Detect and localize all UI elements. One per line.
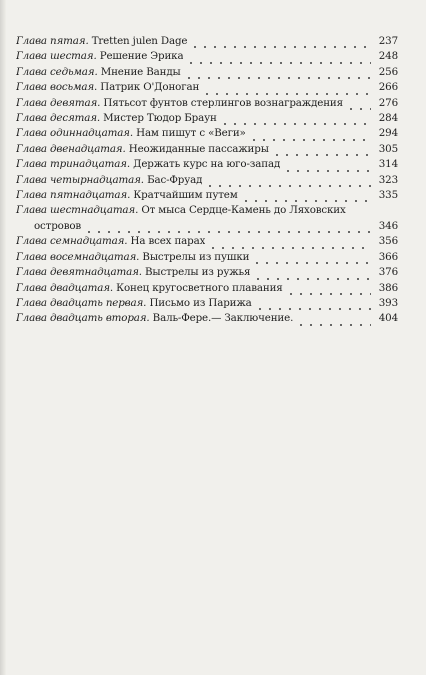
page-number: 276 <box>378 96 398 109</box>
chapter-number: Глава девятая. <box>16 96 101 109</box>
toc-entry <box>16 126 398 141</box>
dot-leader <box>220 114 371 126</box>
toc-entry <box>16 234 398 249</box>
chapter-number: Глава двадцать вторая. <box>16 312 150 325</box>
toc-entry <box>16 142 398 157</box>
page-number: 256 <box>378 65 398 78</box>
dot-leader <box>283 161 371 173</box>
toc-entry-label <box>16 96 343 111</box>
toc-entry <box>16 311 398 326</box>
toc-entry <box>16 80 398 95</box>
chapter-title: Пятьсот фунтов стерлингов вознаграждения <box>103 96 343 109</box>
chapter-title: Валь-Фере.— Заключение. <box>152 312 294 325</box>
toc-entry-label <box>16 173 202 188</box>
chapter-title: Выстрелы из пушки <box>142 250 250 263</box>
toc-entry-label <box>16 80 199 95</box>
chapter-number: Глава двадцатая. <box>16 281 114 294</box>
page-number: 266 <box>378 81 398 94</box>
page-edge <box>0 0 6 675</box>
toc-entry-label <box>16 188 238 203</box>
toc-entry <box>16 265 398 280</box>
dot-leader <box>286 284 371 296</box>
toc-entry-label <box>16 142 269 157</box>
dot-leader <box>241 191 371 203</box>
toc-entry <box>16 111 398 126</box>
page-number: 376 <box>378 266 398 279</box>
page-number: 294 <box>378 127 398 140</box>
chapter-number: Глава седьмая. <box>16 65 98 78</box>
toc-entry <box>16 96 398 111</box>
toc-entry-label <box>16 49 183 64</box>
chapter-title: На всех парах <box>130 235 206 248</box>
chapter-number: Глава семнадцатая. <box>16 235 128 248</box>
chapter-title: От мыса Сердце-Камень до Ляховских <box>141 204 346 217</box>
toc-entry <box>16 281 398 296</box>
dot-leader <box>202 84 371 96</box>
dot-leader <box>184 68 371 80</box>
chapter-title: Письмо из Парижа <box>149 296 252 309</box>
chapter-title: Нам пишут с «Веги» <box>136 127 246 140</box>
toc-entry-label <box>16 111 217 126</box>
toc-entry-label <box>16 65 181 80</box>
page-number: 386 <box>378 281 398 294</box>
toc-entry-label <box>16 250 249 265</box>
toc-entry <box>16 188 398 203</box>
page-number: 356 <box>378 235 398 248</box>
chapter-number: Глава четырнадцатая. <box>16 173 144 186</box>
toc-entry <box>16 296 398 311</box>
dot-leader <box>186 53 371 65</box>
chapter-title: Конец кругосветного плавания <box>116 281 283 294</box>
toc-entry-label <box>16 296 252 311</box>
dot-leader <box>253 269 371 281</box>
page-number: 305 <box>378 142 398 155</box>
chapter-number: Глава шестнадцатая. <box>16 204 139 217</box>
dot-leader <box>84 222 371 234</box>
chapter-number: Глава двенадцатая. <box>16 142 126 155</box>
toc-entry-label <box>16 234 205 249</box>
chapter-title-continuation: островов <box>34 219 82 232</box>
toc-entry <box>16 173 398 188</box>
page-number: 248 <box>378 50 398 63</box>
chapter-number: Глава шестая. <box>16 50 97 63</box>
chapter-title: Неожиданные пассажиры <box>128 142 269 155</box>
dot-leader <box>252 253 371 265</box>
chapter-number: Глава тринадцатая. <box>16 158 130 171</box>
toc-entry-multiline <box>16 203 398 234</box>
chapter-title: Решение Эрика <box>99 50 184 63</box>
chapter-title: Держать курс на юго-запад <box>133 158 281 171</box>
chapter-number: Глава двадцать первая. <box>16 296 147 309</box>
chapter-title: Tretten julen Dage <box>91 35 188 47</box>
chapter-number: Глава девятнадцатая. <box>16 266 142 279</box>
dot-leader <box>208 238 371 250</box>
dot-leader <box>190 37 371 49</box>
chapter-number: Глава восьмая. <box>16 81 98 94</box>
dot-leader <box>249 130 371 142</box>
chapter-title: Бас-Фруад <box>147 173 203 186</box>
page-number: 404 <box>378 312 398 325</box>
page-number: 335 <box>378 189 398 202</box>
toc-entry-label <box>16 126 246 141</box>
toc-entry <box>16 49 398 64</box>
toc-entry-label <box>16 34 187 49</box>
chapter-number: Глава пятнадцатая. <box>16 189 131 202</box>
toc-entry <box>16 157 398 172</box>
chapter-number: Глава одиннадцатая. <box>16 127 133 140</box>
table-of-contents <box>16 34 398 327</box>
page-number: 314 <box>378 158 398 171</box>
toc-entry <box>16 34 398 49</box>
page-number: 346 <box>378 219 398 232</box>
chapter-title: Выстрелы из ружья <box>145 266 251 279</box>
toc-entry-label <box>16 203 398 218</box>
toc-entry <box>16 250 398 265</box>
toc-entry <box>16 65 398 80</box>
toc-entry-label <box>16 311 293 326</box>
chapter-number: Глава восемнадцатая. <box>16 250 140 263</box>
chapter-number: Глава десятая. <box>16 112 101 125</box>
dot-leader <box>296 315 371 327</box>
dot-leader <box>255 299 371 311</box>
toc-entry-label <box>16 157 280 172</box>
chapter-title: Патрик О'Доноган <box>100 81 200 94</box>
dot-leader <box>346 99 371 111</box>
toc-entry-label <box>16 265 250 280</box>
toc-entry-continuation <box>16 219 398 234</box>
page-number: 366 <box>378 250 398 263</box>
dot-leader <box>272 145 371 157</box>
page-number: 393 <box>378 296 398 309</box>
chapter-title: Мистер Тюдор Браун <box>103 112 217 125</box>
page-number: 323 <box>378 173 398 186</box>
page-number: 237 <box>378 35 398 47</box>
chapter-title: Мнение Ванды <box>100 65 181 78</box>
dot-leader <box>205 176 371 188</box>
chapter-title: Кратчайшим путем <box>133 189 238 202</box>
chapter-number: Глава пятая. <box>16 35 89 47</box>
toc-entry-label <box>16 281 283 296</box>
page-number: 284 <box>378 112 398 125</box>
